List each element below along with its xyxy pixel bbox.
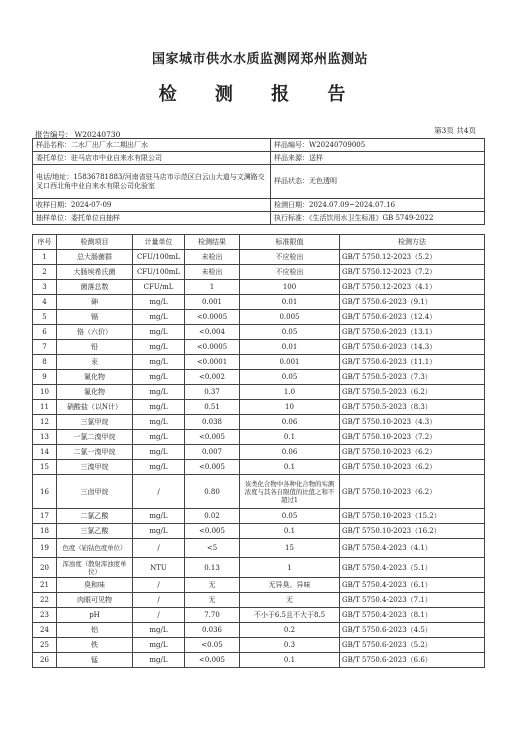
cell-method: GB/T 5750.12-2023（7.2） bbox=[340, 265, 485, 280]
cell-limit: 0.005 bbox=[240, 310, 340, 325]
table-row bbox=[33, 430, 485, 445]
cell-no: 19 bbox=[33, 539, 57, 558]
cell-result: 7.70 bbox=[185, 608, 240, 623]
receive-date: 收样日期：2024-07-09 bbox=[33, 199, 271, 212]
cell-method: GB/T 5750.12-2023（4.1） bbox=[340, 280, 485, 295]
cell-method: GB/T 5750.5-2023（6.2） bbox=[340, 385, 485, 400]
cell-item: 汞 bbox=[57, 355, 133, 370]
cell-method: GB/T 5750.10-2023（16.2） bbox=[340, 524, 485, 539]
cell-unit: mg/L bbox=[133, 340, 185, 355]
cell-unit: / bbox=[133, 539, 185, 558]
cell-no: 22 bbox=[33, 593, 57, 608]
cell-unit: mg/L bbox=[133, 638, 185, 653]
cell-limit: 0.05 bbox=[240, 325, 340, 340]
table-row bbox=[33, 355, 485, 370]
cell-method: GB/T 5750.6-2023（14.3） bbox=[340, 340, 485, 355]
table-row bbox=[33, 340, 485, 355]
header-limit: 标准限值 bbox=[240, 235, 340, 250]
cell-method: GB/T 5750.6-2023（11.1） bbox=[340, 355, 485, 370]
table-row bbox=[33, 460, 485, 475]
cell-no: 8 bbox=[33, 355, 57, 370]
cell-no: 16 bbox=[33, 475, 57, 509]
cell-no: 15 bbox=[33, 460, 57, 475]
cell-unit: mg/L bbox=[133, 524, 185, 539]
cell-method: GB/T 5750.4-2023（7.1） bbox=[340, 593, 485, 608]
cell-result: 0.02 bbox=[185, 509, 240, 524]
cell-unit: CFU/mL bbox=[133, 280, 185, 295]
table-row bbox=[33, 310, 485, 325]
sample-name: 样品名称：二水厂出厂水二期出厂水 bbox=[33, 139, 271, 152]
cell-result: <0.05 bbox=[185, 638, 240, 653]
cell-result: <0.005 bbox=[185, 430, 240, 445]
standard: 执行标准：《生活饮用水卫生标准》GB 5749-2022 bbox=[271, 212, 485, 225]
table-row bbox=[33, 400, 485, 415]
cell-item: 大肠埃希氏菌 bbox=[57, 265, 133, 280]
cell-result: <0.0001 bbox=[185, 355, 240, 370]
table-row bbox=[33, 593, 485, 608]
cell-result: 0.13 bbox=[185, 558, 240, 578]
cell-limit: 0.01 bbox=[240, 340, 340, 355]
cell-item: 氟化物 bbox=[57, 385, 133, 400]
cell-no: 9 bbox=[33, 370, 57, 385]
cell-limit: 不应检出 bbox=[240, 250, 340, 265]
header-result: 检测结果 bbox=[185, 235, 240, 250]
cell-unit: mg/L bbox=[133, 509, 185, 524]
table-row bbox=[33, 638, 485, 653]
cell-result: 0.036 bbox=[185, 623, 240, 638]
cell-limit: 无 bbox=[240, 593, 340, 608]
table-row bbox=[33, 558, 485, 578]
cell-limit: 0.05 bbox=[240, 509, 340, 524]
cell-result: <5 bbox=[185, 539, 240, 558]
cell-no: 11 bbox=[33, 400, 57, 415]
organization-name: 国家城市供水水质监测网郑州监测站 bbox=[151, 52, 368, 67]
table-row bbox=[33, 280, 485, 295]
cell-no: 18 bbox=[33, 524, 57, 539]
cell-method: GB/T 5750.4-2023（6.1） bbox=[340, 578, 485, 593]
cell-item: 臭和味 bbox=[57, 578, 133, 593]
cell-limit: 0.06 bbox=[240, 445, 340, 460]
cell-item: 铝 bbox=[57, 623, 133, 638]
cell-unit: mg/L bbox=[133, 445, 185, 460]
cell-unit: / bbox=[133, 593, 185, 608]
cell-limit: 0.1 bbox=[240, 524, 340, 539]
table-row bbox=[33, 385, 485, 400]
cell-item: 二氯乙酸 bbox=[57, 509, 133, 524]
cell-limit: 不应检出 bbox=[240, 265, 340, 280]
cell-limit: 0.05 bbox=[240, 370, 340, 385]
cell-unit: mg/L bbox=[133, 325, 185, 340]
cell-method: GB/T 5750.12-2023（5.2） bbox=[340, 250, 485, 265]
cell-item: 二氯一溴甲烷 bbox=[57, 445, 133, 460]
table-row bbox=[33, 578, 485, 593]
cell-item: 铁 bbox=[57, 638, 133, 653]
table-row bbox=[33, 475, 485, 509]
cell-no: 24 bbox=[33, 623, 57, 638]
cell-unit: mg/L bbox=[133, 415, 185, 430]
cell-item: 总大肠菌群 bbox=[57, 250, 133, 265]
cell-no: 7 bbox=[33, 340, 57, 355]
report-number-label: 报告编号： bbox=[35, 130, 73, 139]
cell-item: 三卤甲烷 bbox=[57, 475, 133, 509]
cell-no: 23 bbox=[33, 608, 57, 623]
cell-result: <0.0005 bbox=[185, 340, 240, 355]
header-no: 序号 bbox=[33, 235, 57, 250]
table-row bbox=[33, 325, 485, 340]
sample-info-table bbox=[32, 138, 485, 225]
cell-item: 三氯乙酸 bbox=[57, 524, 133, 539]
cell-method: GB/T 5750.4-2023（8.1） bbox=[340, 608, 485, 623]
sampling-unit: 抽样单位：委托单位自抽样 bbox=[33, 212, 271, 225]
cell-item: 浑浊度（散射浑浊度单位） bbox=[57, 558, 133, 578]
table-row bbox=[33, 608, 485, 623]
cell-result: 0.37 bbox=[185, 385, 240, 400]
header-item: 检测项目 bbox=[57, 235, 133, 250]
table-row bbox=[33, 295, 485, 310]
cell-item: 三氯甲烷 bbox=[57, 415, 133, 430]
cell-limit: 0.3 bbox=[240, 638, 340, 653]
cell-item: 氰化物 bbox=[57, 370, 133, 385]
contact-address: 电话/地址：15836781883/河南省驻马店市示范区白云山大道与文渊路交叉口西北角中业自来水有限公司化验室 bbox=[33, 165, 271, 199]
cell-no: 17 bbox=[33, 509, 57, 524]
cell-limit: 1.0 bbox=[240, 385, 340, 400]
cell-method: GB/T 5750.6-2023（9.1） bbox=[340, 295, 485, 310]
cell-limit: 0.1 bbox=[240, 460, 340, 475]
cell-method: GB/T 5750.6-2023（12.4） bbox=[340, 310, 485, 325]
cell-item: 砷 bbox=[57, 295, 133, 310]
cell-result: 未检出 bbox=[185, 265, 240, 280]
test-date: 检测日期：2024.07.09~2024.07.16 bbox=[271, 199, 485, 212]
cell-item: 硝酸盐（以N计） bbox=[57, 400, 133, 415]
cell-unit: / bbox=[133, 578, 185, 593]
cell-item: 铅 bbox=[57, 340, 133, 355]
cell-result: <0.005 bbox=[185, 653, 240, 668]
sample-number: 样品编号：W20240709005 bbox=[271, 139, 485, 152]
cell-limit: 0.1 bbox=[240, 430, 340, 445]
cell-no: 10 bbox=[33, 385, 57, 400]
sample-state: 样品状态：无色透明 bbox=[271, 165, 485, 199]
table-row bbox=[33, 445, 485, 460]
cell-no: 1 bbox=[33, 250, 57, 265]
cell-unit: mg/L bbox=[133, 385, 185, 400]
cell-result: <0.0005 bbox=[185, 310, 240, 325]
cell-method: GB/T 5750.10-2023（15.2） bbox=[340, 509, 485, 524]
cell-item: pH bbox=[57, 608, 133, 623]
table-header-row bbox=[33, 235, 485, 250]
cell-method: GB/T 5750.6-2023（5.2） bbox=[340, 638, 485, 653]
cell-result: 无 bbox=[185, 593, 240, 608]
table-row bbox=[33, 509, 485, 524]
cell-method: GB/T 5750.10-2023（7.2） bbox=[340, 430, 485, 445]
cell-no: 14 bbox=[33, 445, 57, 460]
cell-unit: / bbox=[133, 608, 185, 623]
cell-method: GB/T 5750.6-2023（4.5） bbox=[340, 623, 485, 638]
cell-limit: 10 bbox=[240, 400, 340, 415]
cell-no: 21 bbox=[33, 578, 57, 593]
cell-limit: 0.2 bbox=[240, 623, 340, 638]
cell-no: 5 bbox=[33, 310, 57, 325]
table-row bbox=[33, 370, 485, 385]
cell-no: 25 bbox=[33, 638, 57, 653]
page-number: 第3页 共4页 bbox=[434, 126, 476, 135]
cell-limit: 15 bbox=[240, 539, 340, 558]
cell-unit: mg/L bbox=[133, 310, 185, 325]
cell-result: 0.001 bbox=[185, 295, 240, 310]
cell-item: 镉 bbox=[57, 310, 133, 325]
report-title: 检 测 报 告 bbox=[158, 84, 362, 105]
cell-item: 一氯二溴甲烷 bbox=[57, 430, 133, 445]
cell-no: 13 bbox=[33, 430, 57, 445]
cell-method: GB/T 5750.4-2023（4.1） bbox=[340, 539, 485, 558]
cell-method: GB/T 5750.10-2023（6.2） bbox=[340, 460, 485, 475]
cell-result: 0.51 bbox=[185, 400, 240, 415]
cell-no: 20 bbox=[33, 558, 57, 578]
cell-method: GB/T 5750.10-2023（6.2） bbox=[340, 445, 485, 460]
cell-item: 铬（六价） bbox=[57, 325, 133, 340]
header-method: 检测方法 bbox=[340, 235, 485, 250]
cell-no: 3 bbox=[33, 280, 57, 295]
cell-result: 0.007 bbox=[185, 445, 240, 460]
cell-no: 4 bbox=[33, 295, 57, 310]
cell-item: 锰 bbox=[57, 653, 133, 668]
table-row bbox=[33, 524, 485, 539]
cell-method: GB/T 5750.10-2023（6.2） bbox=[340, 475, 485, 509]
table-row bbox=[33, 653, 485, 668]
cell-no: 26 bbox=[33, 653, 57, 668]
cell-method: GB/T 5750.6-2023（13.1） bbox=[340, 325, 485, 340]
cell-limit: 0.01 bbox=[240, 295, 340, 310]
cell-limit: 0.06 bbox=[240, 415, 340, 430]
cell-result: 0.038 bbox=[185, 415, 240, 430]
table-row bbox=[33, 250, 485, 265]
cell-unit: mg/L bbox=[133, 295, 185, 310]
cell-item: 三溴甲烷 bbox=[57, 460, 133, 475]
cell-result: <0.004 bbox=[185, 325, 240, 340]
cell-item: 色度（铂钴色度单位） bbox=[57, 539, 133, 558]
results-table bbox=[32, 234, 485, 668]
cell-unit: mg/L bbox=[133, 460, 185, 475]
cell-method: GB/T 5750.5-2023（8.3） bbox=[340, 400, 485, 415]
cell-result: 1 bbox=[185, 280, 240, 295]
cell-unit: CFU/100mL bbox=[133, 265, 185, 280]
cell-no: 12 bbox=[33, 415, 57, 430]
cell-method: GB/T 5750.4-2023（5.1） bbox=[340, 558, 485, 578]
cell-unit: / bbox=[133, 475, 185, 509]
cell-result: 未检出 bbox=[185, 250, 240, 265]
cell-method: GB/T 5750.10-2023（4.3） bbox=[340, 415, 485, 430]
cell-unit: mg/L bbox=[133, 400, 185, 415]
cell-no: 2 bbox=[33, 265, 57, 280]
cell-result: 无 bbox=[185, 578, 240, 593]
table-row bbox=[33, 539, 485, 558]
cell-limit: 0.001 bbox=[240, 355, 340, 370]
table-row bbox=[33, 623, 485, 638]
cell-result: <0.005 bbox=[185, 524, 240, 539]
header-unit: 计量单位 bbox=[133, 235, 185, 250]
client: 委托单位：驻马店市中业自来水有限公司 bbox=[33, 152, 271, 165]
cell-limit: 无异臭、异味 bbox=[240, 578, 340, 593]
cell-unit: NTU bbox=[133, 558, 185, 578]
cell-limit: 该类化合物中各种化合物的实测浓度与其各自限值的比值之和不超过1 bbox=[240, 475, 340, 509]
cell-limit: 100 bbox=[240, 280, 340, 295]
cell-unit: mg/L bbox=[133, 430, 185, 445]
cell-limit: 不小于6.5且不大于8.5 bbox=[240, 608, 340, 623]
cell-method: GB/T 5750.6-2023（6.6） bbox=[340, 653, 485, 668]
cell-unit: mg/L bbox=[133, 370, 185, 385]
cell-result: 0.80 bbox=[185, 475, 240, 509]
cell-unit: mg/L bbox=[133, 355, 185, 370]
cell-limit: 0.1 bbox=[240, 653, 340, 668]
cell-item: 肉眼可见物 bbox=[57, 593, 133, 608]
cell-limit: 1 bbox=[240, 558, 340, 578]
sample-source: 样品来源：送样 bbox=[271, 152, 485, 165]
report-number-value: W20240730 bbox=[74, 130, 121, 139]
cell-result: <0.002 bbox=[185, 370, 240, 385]
cell-unit: CFU/100mL bbox=[133, 250, 185, 265]
table-row bbox=[33, 415, 485, 430]
cell-method: GB/T 5750.5-2023（7.3） bbox=[340, 370, 485, 385]
cell-unit: mg/L bbox=[133, 623, 185, 638]
table-row bbox=[33, 265, 485, 280]
cell-unit: mg/L bbox=[133, 653, 185, 668]
cell-result: <0.005 bbox=[185, 460, 240, 475]
cell-item: 菌落总数 bbox=[57, 280, 133, 295]
cell-no: 6 bbox=[33, 325, 57, 340]
